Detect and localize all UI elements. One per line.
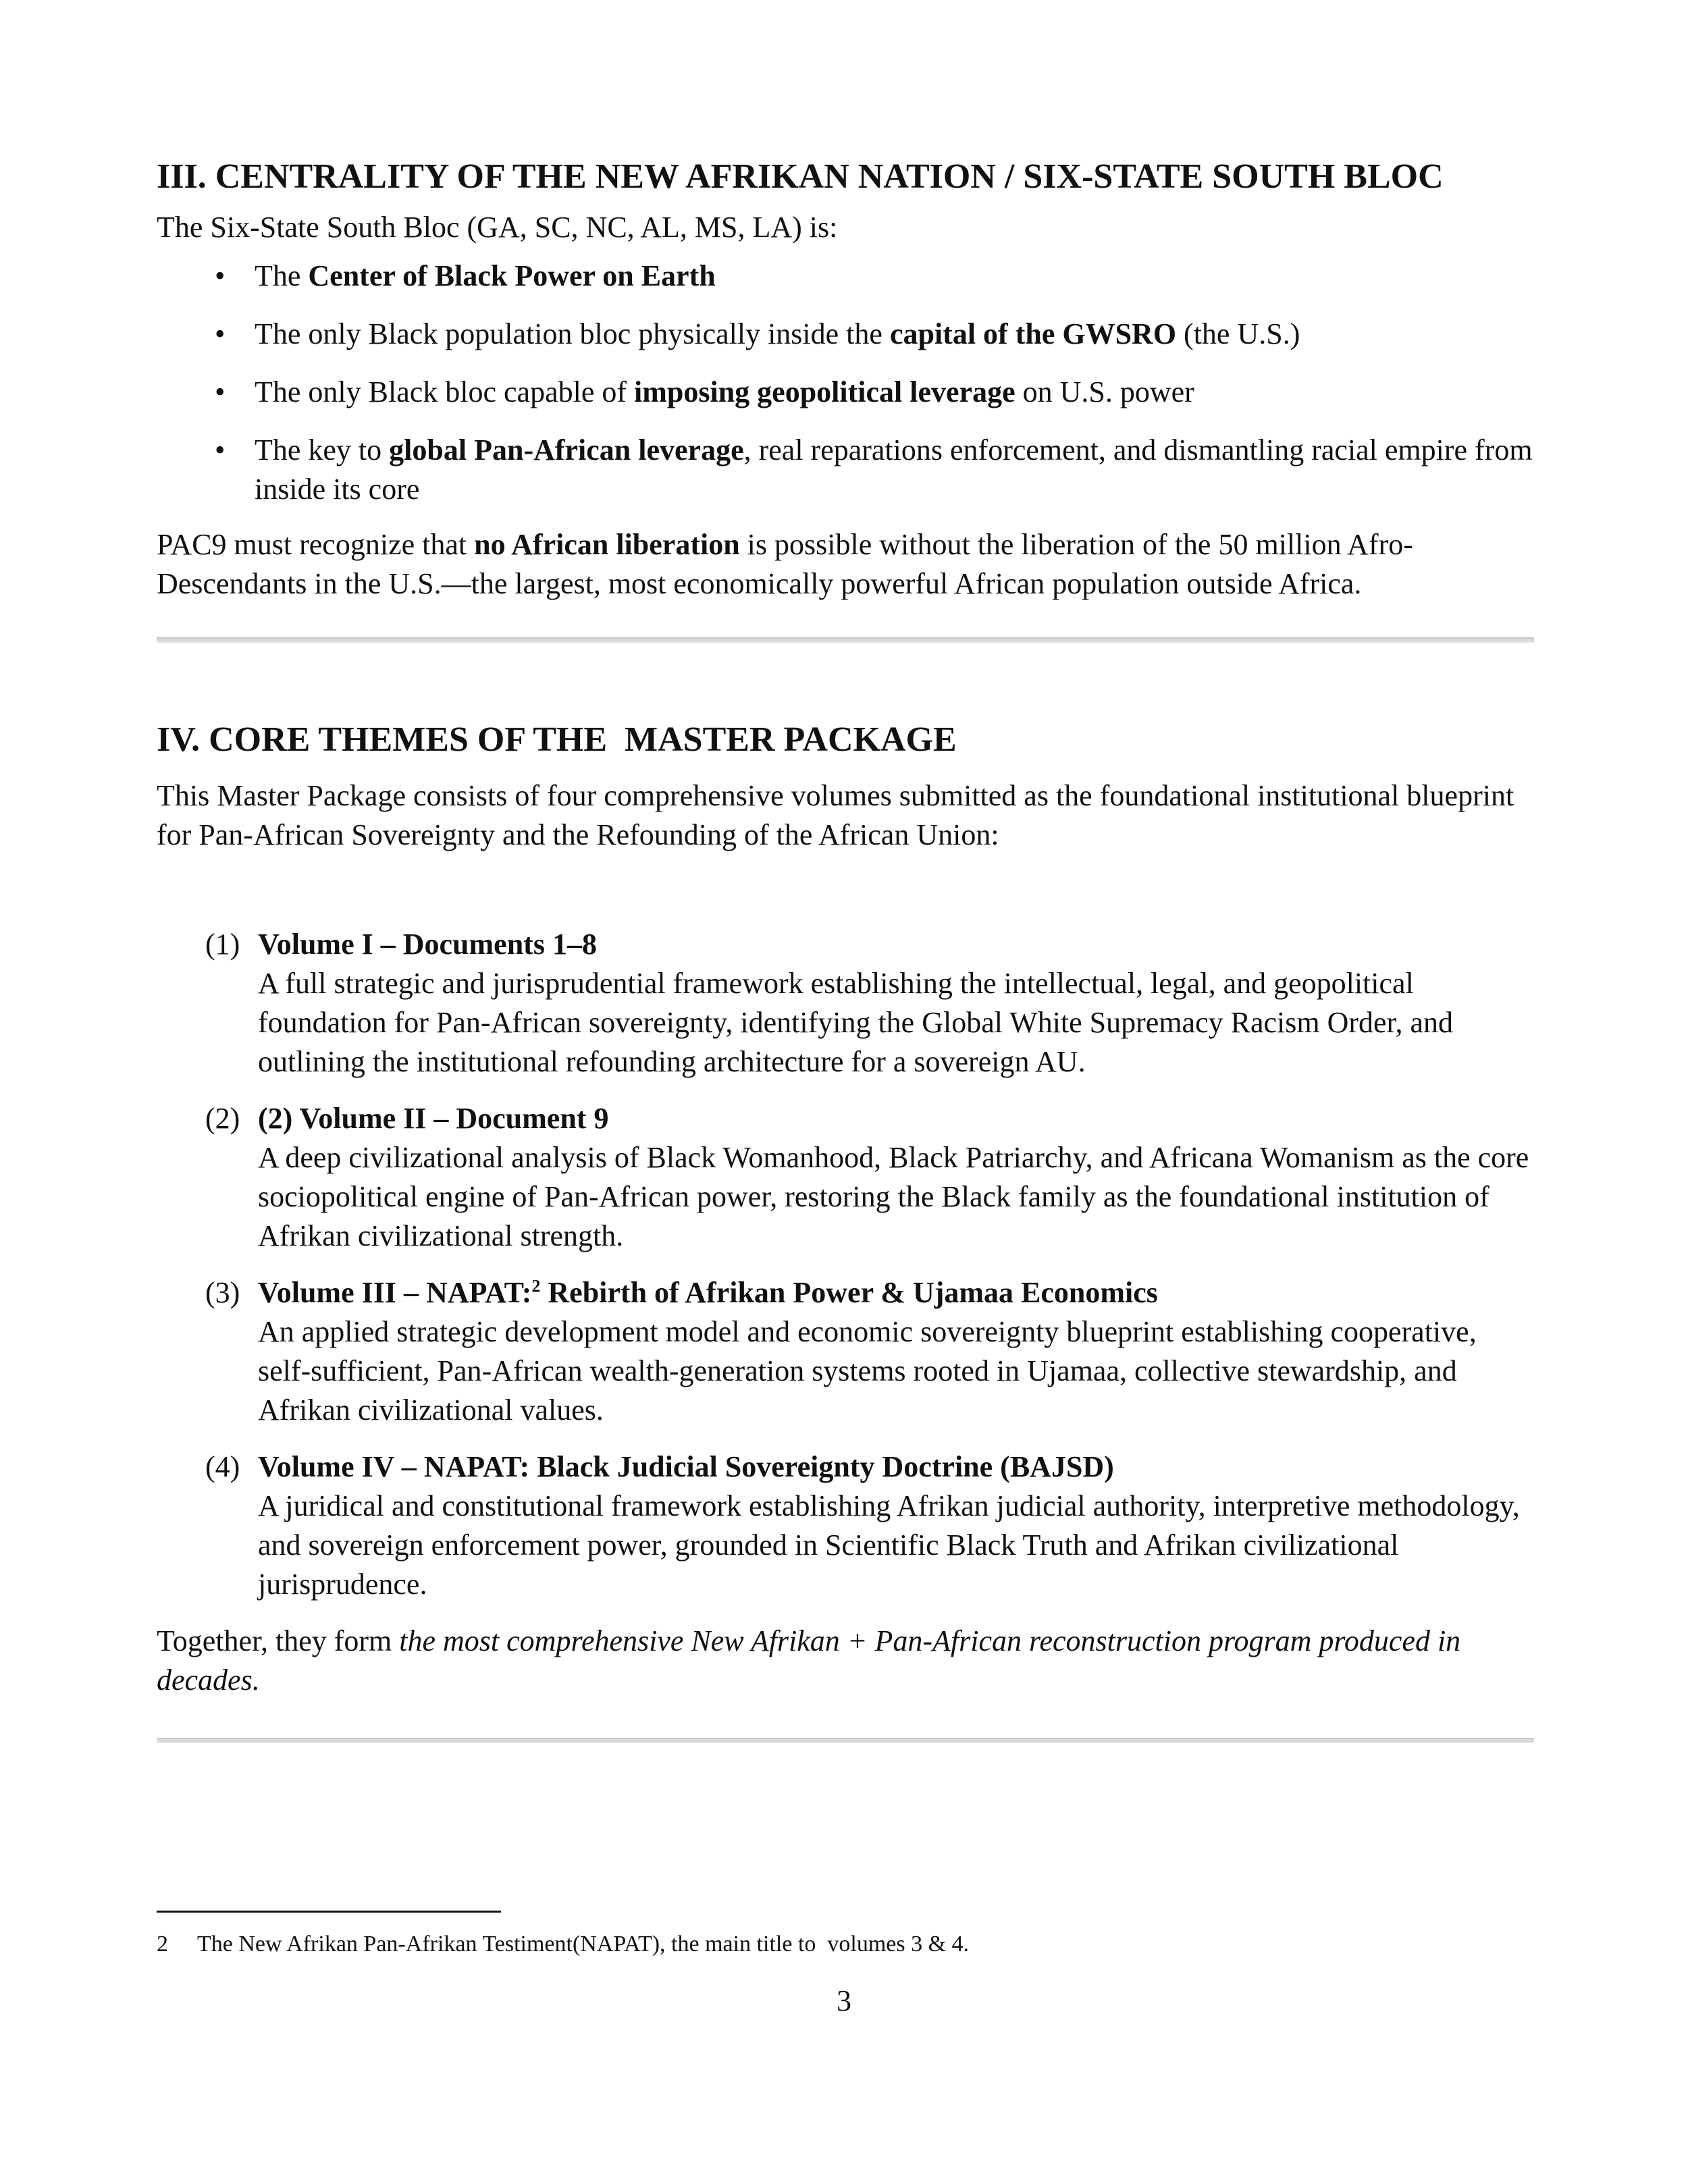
volume-number: (3) [205, 1276, 240, 1309]
section-3-bullet-list [157, 257, 1534, 509]
bullet-dot: • [215, 317, 226, 350]
volume-title-text: Volume III – NAPAT: [258, 1276, 532, 1309]
volume-number: (1) [205, 928, 240, 961]
section-4-heading: IV. CORE THEMES OF THE MASTER PACKAGE [157, 720, 957, 759]
bullet-text: , real reparations enforcement, and dismantling racial empire from inside its core [255, 433, 1533, 506]
paragraph-italic-text: the most comprehensive New Afrikan + Pan-African reconstruction program produced in decades. [157, 1624, 1461, 1697]
bullet-bold-text: global Pan-African leverage [389, 433, 744, 467]
footnote-text: The New Afrikan Pan-Afrikan Testiment(NAPAT), the main title to volumes 3 & 4. [197, 1932, 970, 1956]
volume-title [258, 1447, 1534, 1487]
volume-title-text: Rebirth of Afrikan Power & Ujamaa Economics [540, 1276, 1158, 1309]
bullet-dot: • [215, 375, 226, 408]
paragraph-bold-text: no African liberation [474, 528, 740, 561]
volume-title-text: Volume I – Documents 1–8 [258, 928, 597, 961]
bullet-item [157, 315, 1534, 354]
paragraph-text: PAC9 must recognize that [157, 528, 475, 561]
bullet-text: The key to [255, 433, 390, 467]
volume-item [157, 925, 1534, 1082]
bullet-text: The [255, 259, 309, 292]
footnote-separator [157, 1911, 501, 1913]
volume-item [157, 1273, 1534, 1430]
volume-list [157, 925, 1534, 1604]
volume-title-text: (2) Volume II – Document 9 [258, 1102, 609, 1135]
bullet-dot: • [215, 259, 226, 292]
volume-title [258, 1273, 1534, 1312]
volume-item [157, 1447, 1534, 1604]
bullet-bold-text: Center of Black Power on Earth [308, 259, 716, 292]
section-3-heading: III. CENTRALITY OF THE NEW AFRIKAN NATION / SIX-STATE SOUTH BLOC [157, 157, 1444, 196]
horizontal-divider [157, 637, 1534, 643]
bullet-item [157, 257, 1534, 296]
bullet-item [157, 431, 1534, 509]
bullet-text: The only Black bloc capable of [255, 375, 635, 408]
volume-description: An applied strategic development model and economic sovereignty blueprint establishing cooperative, self-sufficient, Pan-African wealth-generation systems rooted in Ujamaa, collective stewardship, and Afrikan civilizational values. [258, 1315, 1477, 1427]
bullet-item [157, 373, 1534, 412]
page-number: 3 [837, 1984, 851, 2017]
footnote-number: 2 [157, 1932, 168, 1956]
document-page [157, 155, 1534, 1743]
section-3-closing-paragraph [157, 525, 1534, 604]
section-4-closing-paragraph [157, 1622, 1534, 1700]
volume-title-text: Volume IV – NAPAT: Black Judicial Sovereignty Doctrine (BAJSD) [258, 1450, 1114, 1483]
volume-description: A full strategic and jurisprudential framework establishing the intellectual, legal, and geopolitical foundation for Pan-African sovereignty, identifying the Global White Supremacy Racism Order, and outlining the institutional refounding architecture for a sovereign AU. [258, 967, 1453, 1078]
volume-number: (4) [205, 1450, 240, 1483]
bullet-text: on U.S. power [1015, 375, 1194, 408]
section-4-intro: This Master Package consists of four comprehensive volumes submitted as the foundational institutional blueprint for Pan-African Sovereignty and the Refounding of the African Union: [157, 779, 1514, 851]
bullet-text: (the U.S.) [1176, 317, 1300, 350]
section-3-intro: The Six-State South Bloc (GA, SC, NC, AL, MS, LA) is: [157, 211, 838, 244]
footnote-reference[interactable]: 2 [531, 1276, 541, 1296]
volume-title [258, 925, 1534, 964]
volume-description: A juridical and constitutional framework establishing Afrikan judicial authority, interpretive methodology, and sovereign enforcement power, grounded in Scientific Black Truth and Afrikan civilizational jurisprudence. [258, 1489, 1520, 1601]
volume-description: A deep civilizational analysis of Black Womanhood, Black Patriarchy, and Africana Womanism as the core sociopolitical engine of Pan-African power, restoring the Black family as the foundational institution of Afrikan civilizational strength. [258, 1141, 1529, 1252]
horizontal-divider [157, 1738, 1534, 1743]
paragraph-text: Together, they form [157, 1624, 400, 1657]
volume-title [258, 1099, 1534, 1138]
volume-item [157, 1099, 1534, 1256]
footnote [157, 1929, 969, 1959]
bullet-bold-text: imposing geopolitical leverage [634, 375, 1016, 408]
bullet-text: The only Black population bloc physically inside the [255, 317, 890, 350]
bullet-dot: • [215, 433, 226, 467]
volume-number: (2) [205, 1102, 240, 1135]
bullet-bold-text: capital of the GWSRO [889, 317, 1177, 350]
paragraph-text: is possible without the liberation of the 50 million Afro-Descendants in the U.S.—the largest, most economically powerful African population outside Africa. [157, 528, 1413, 600]
